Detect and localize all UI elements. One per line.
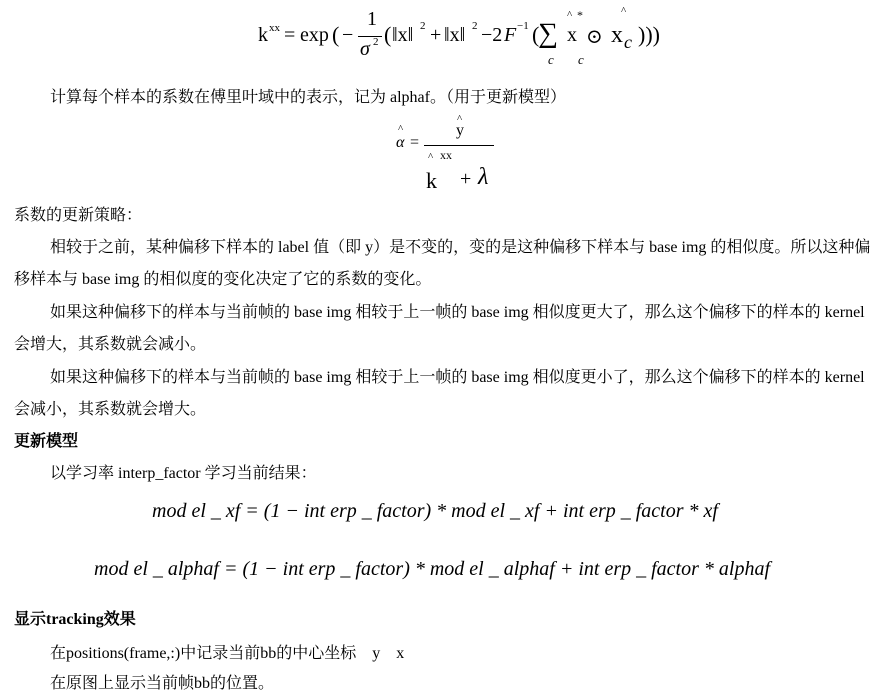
formula2-frac-line [424, 145, 494, 146]
paragraph-update-model: 以学习率 interp_factor 学习当前结果： [50, 465, 317, 482]
formula2-eq: = [410, 134, 420, 151]
paragraph-tracking-2: 在原图上显示当前帧bb的位置。 [50, 675, 275, 692]
formula2-den-sup: xx [440, 148, 452, 162]
paragraph-strategy-3: 如果这种偏移下的样本与当前帧的 base img 相较于上一帧的 base img 相似度更小了，那么这个偏移下的样本的 kernel 会减小，其系数就会增大。 [14, 369, 865, 418]
formula-sum-sub: c [548, 52, 554, 67]
formula2-hat-alpha: ^ [398, 123, 404, 135]
formula-lhs-sup: xx [269, 22, 280, 34]
kernel-formula [0, 0, 894, 78]
formula-x1-sup: * [577, 8, 583, 22]
heading-tracking: 显示tracking效果 [14, 611, 136, 628]
formula-plus: + [430, 24, 442, 46]
paragraph-strategy-1: 相较于之前，某种偏移下样本的 label 值（即 y）是不变的，变的是这种偏移下样本与 base img 的相似度。所以这种偏移样本与 base img 的相似度的变化决定了它的系数的变化。 [14, 239, 871, 288]
formula-lhs-k: k [258, 24, 268, 46]
paragraph-alphaf: 计算每个样本的系数在傅里叶域中的表示，记为 alphaf。（用于更新模型） [50, 89, 566, 106]
formula2-num: y [456, 122, 464, 139]
formula2-lambda: λ [478, 164, 489, 190]
formula2-den-k: k [426, 168, 437, 193]
formula-minus-2: −2 [481, 24, 503, 46]
formula2-den-plus: + [460, 168, 472, 190]
formula-frac-den: σ [360, 38, 370, 60]
formula-eq: = [284, 24, 296, 46]
formula-paren-open: ( [332, 22, 340, 47]
formula-F-sup: −1 [517, 20, 529, 32]
formula-norm-1-sup: 2 [420, 20, 426, 32]
alpha-formula [0, 112, 894, 198]
formula-model-xf: mod el _ xf = (1 − int erp _ factor) * mod el _ xf + int erp _ factor * xf [152, 500, 718, 522]
formula-F: F [504, 24, 517, 46]
heading-update-strategy: 系数的更新策略： [14, 207, 143, 224]
formula-x1: x [567, 24, 577, 46]
formula-x2-sub: c [624, 32, 632, 52]
formula-x2: x [611, 22, 623, 48]
paragraph-strategy-2: 如果这种偏移下的样本与当前帧的 base img 相较于上一帧的 base img 相似度更大了，那么这个偏移下的样本的 kernel 会增大，其系数就会减小。 [14, 304, 865, 353]
paragraph-tracking-1: 在positions(frame,:)中记录当前bb的中心坐标 y x [50, 645, 405, 662]
formula2-hat-y: ^ [457, 113, 463, 125]
formula-inner-open: ( [384, 22, 392, 47]
formula-sum: ∑ [538, 18, 558, 49]
formula-sum-open: ( [532, 22, 540, 47]
formula-odot: ⊙ [586, 26, 603, 48]
formula-close: ))) [638, 22, 660, 47]
formula-x1-sub: c [578, 52, 584, 67]
formula2-alpha: α [396, 134, 405, 151]
formula-model-alphaf: mod el _ alphaf = (1 − int erp _ factor) * mod el _ alphaf + int erp _ factor * alphaf [94, 558, 770, 580]
formula-frac-den-sup: 2 [373, 36, 379, 48]
formula-norm-2-sup: 2 [472, 20, 478, 32]
formula-frac-num: 1 [367, 8, 377, 30]
formula-exp: exp [300, 24, 329, 46]
formula-norm-2: ‖x‖ [444, 24, 466, 46]
formula-minus: − [342, 24, 354, 46]
formula-hat-x1: ^ [567, 9, 573, 21]
formula-norm-1: ‖x‖ [392, 24, 414, 46]
formula2-hat-k: ^ [428, 151, 434, 163]
formula-hat-x2: ^ [621, 5, 627, 17]
heading-update-model: 更新模型 [14, 433, 79, 450]
